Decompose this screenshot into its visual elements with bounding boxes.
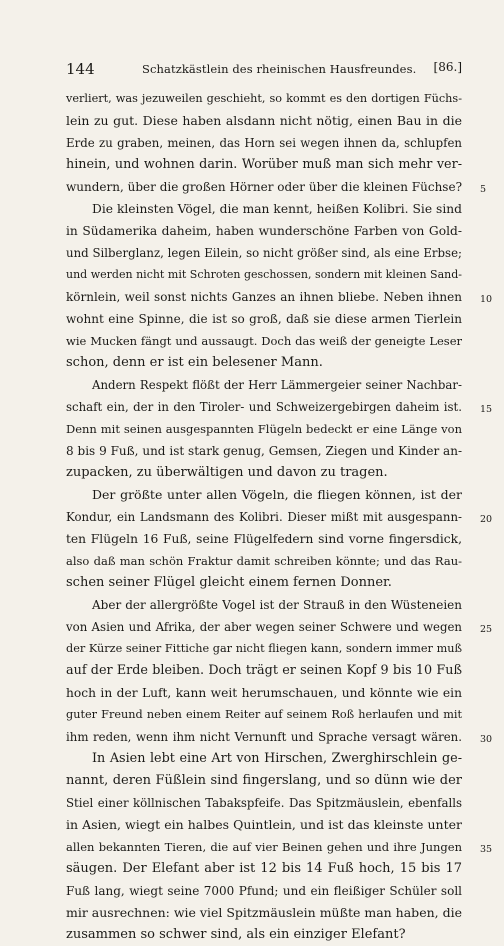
text-line — [66, 462, 462, 484]
line-text: schen seiner Flügel gleicht einem fernen Donner. — [66, 575, 392, 590]
body-text — [66, 88, 493, 946]
line-text: schon, denn er ist ein belesener Mann. — [66, 355, 323, 370]
text-line — [66, 286, 493, 308]
line-text: Erde zu graben, meinen, das Horn sei wegen ihnen da, schlupfen — [66, 136, 462, 150]
line-text: nannt, deren Füßlein sind fingerslang, und so dünn wie der — [66, 773, 462, 788]
text-line — [66, 440, 462, 462]
line-number: 5 — [480, 184, 487, 195]
line-text: hoch in der Luft, kann weit herumschauen, und könnte wie ein — [66, 686, 462, 700]
text-line — [66, 638, 462, 660]
text-line — [66, 858, 462, 880]
line-number: 25 — [480, 624, 493, 635]
running-title: Schatzkästlein des rheinischen Hausfreundes. — [142, 62, 417, 76]
text-line — [66, 110, 462, 132]
line-text: Der größte unter allen Vögeln, die fliegen können, ist der — [92, 487, 462, 502]
text-line — [66, 352, 462, 374]
line-text: schaft ein, der in den Tiroler- und Schweizergebirgen daheim ist. — [66, 400, 462, 414]
line-text: Die kleinsten Vögel, die man kennt, heißen Kolibri. Sie sind — [92, 202, 462, 216]
text-line — [66, 308, 462, 330]
line-text: mir ausrechnen: wie viel Spitzmäuslein müßte man haben, die — [66, 905, 462, 920]
text-line — [66, 748, 462, 770]
line-text: 8 bis 9 Fuß, und ist stark genug, Gemsen, Ziegen und Kinder an- — [66, 444, 462, 458]
line-text: hinein, und wohnen darin. Worüber muß man sich mehr ver- — [66, 157, 462, 172]
text-line — [66, 88, 462, 110]
text-line — [66, 616, 493, 638]
text-line — [66, 484, 462, 506]
line-text: Andern Respekt flößt der Herr Lämmergeier seiner Nachbar- — [92, 378, 462, 392]
text-line — [66, 396, 493, 418]
line-text: auf der Erde bleiben. Doch trägt er seinen Kopf 9 bis 10 Fuß — [66, 663, 462, 678]
text-line — [66, 880, 462, 902]
text-line — [66, 902, 462, 924]
text-line — [66, 572, 462, 594]
line-text: Stiel einer köllnischen Tabakspfeife. Das Spitzmäuslein, ebenfalls — [66, 796, 462, 810]
line-text: ten Flügeln 16 Fuß, seine Flügelfedern sind vorne fingersdick, — [66, 532, 462, 546]
line-number: 10 — [480, 294, 493, 305]
line-text: in Südamerika daheim, haben wunderschöne Farben von Gold- — [66, 224, 462, 238]
line-number: 20 — [480, 514, 493, 525]
line-text: ihm reden, wenn ihm nicht Vernunft und Sprache versagt wären. — [66, 730, 462, 744]
line-text: körnlein, weil sonst nichts Ganzes an ihnen bliebe. Neben ihnen — [66, 290, 462, 304]
text-line — [66, 682, 462, 704]
line-text: lein zu gut. Diese haben alsdann nicht nötig, einen Bau in die — [66, 113, 462, 128]
line-text: guter Freund neben einem Reiter auf seinem Roß herlaufen und mit — [66, 708, 462, 721]
text-line — [66, 594, 462, 616]
line-number: 15 — [480, 404, 493, 415]
page-number: 144 — [66, 60, 95, 78]
text-line — [66, 264, 462, 286]
line-text: und Silberglanz, legen Eilein, so nicht größer sind, als eine Erbse; — [66, 246, 462, 260]
text-line — [66, 836, 493, 858]
line-number: 30 — [480, 734, 493, 745]
text-line — [66, 770, 462, 792]
text-line — [66, 814, 462, 836]
line-text: zusammen so schwer sind, als ein einziger Elefant? — [66, 927, 406, 942]
text-line — [66, 132, 462, 154]
text-line — [66, 154, 462, 176]
text-line — [66, 660, 462, 682]
line-text: wie Mucken fängt und aussaugt. Doch das weiß der geneigte Leser — [66, 334, 462, 348]
line-text: und werden nicht mit Schroten geschossen, sondern mit kleinen Sand- — [66, 268, 462, 281]
text-line — [66, 726, 493, 748]
text-line — [66, 924, 462, 946]
line-text: Denn mit seinen ausgespannten Flügeln bedeckt er eine Länge von — [66, 422, 462, 436]
line-text: Aber der allergrößte Vogel ist der Strauß in den Wüsteneien — [92, 598, 462, 612]
line-text: zupacken, zu überwältigen und davon zu tragen. — [66, 465, 388, 480]
line-text: allen bekannten Tieren, die auf vier Beinen gehen und ihre Jungen — [66, 840, 462, 854]
line-text: also daß man schön Fraktur damit schreiben könnte; und das Rau- — [66, 554, 462, 568]
line-text: in Asien, wiegt ein halbes Quintlein, und ist das kleinste unter — [66, 817, 462, 832]
line-text: der Kürze seiner Fittiche gar nicht fliegen kann, sondern immer muß — [66, 642, 462, 655]
line-number: 35 — [480, 844, 493, 855]
text-line — [66, 550, 462, 572]
text-line — [66, 528, 462, 550]
text-line — [66, 506, 493, 528]
line-text: wundern, über die großen Hörner oder über die kleinen Füchse? — [66, 180, 462, 194]
text-line — [66, 792, 462, 814]
text-line — [66, 704, 462, 726]
line-text: säugen. Der Elefant aber ist 12 bis 14 Fuß hoch, 15 bis 17 — [66, 861, 462, 876]
text-line — [66, 374, 462, 396]
line-text: von Asien und Afrika, der aber wegen seiner Schwere und wegen — [66, 620, 462, 634]
text-line — [66, 198, 462, 220]
text-line — [66, 330, 462, 352]
line-text: Fuß lang, wiegt seine 7000 Pfund; und ein fleißiger Schüler soll — [66, 884, 462, 898]
line-text: wohnt eine Spinne, die ist so groß, daß sie diese armen Tierlein — [66, 312, 462, 326]
page-header — [66, 60, 462, 78]
text-line — [66, 176, 487, 198]
text-line — [66, 242, 462, 264]
page-signature: [86.] — [433, 60, 462, 74]
line-text: In Asien lebt eine Art von Hirschen, Zwerghirschlein ge- — [92, 751, 462, 766]
line-text: verliert, was jezuweilen geschieht, so kommt es den dortigen Füchs- — [66, 92, 462, 105]
text-line — [66, 220, 462, 242]
line-text: Kondur, ein Landsmann des Kolibri. Dieser mißt mit ausgespann- — [66, 510, 462, 524]
text-line — [66, 418, 462, 440]
